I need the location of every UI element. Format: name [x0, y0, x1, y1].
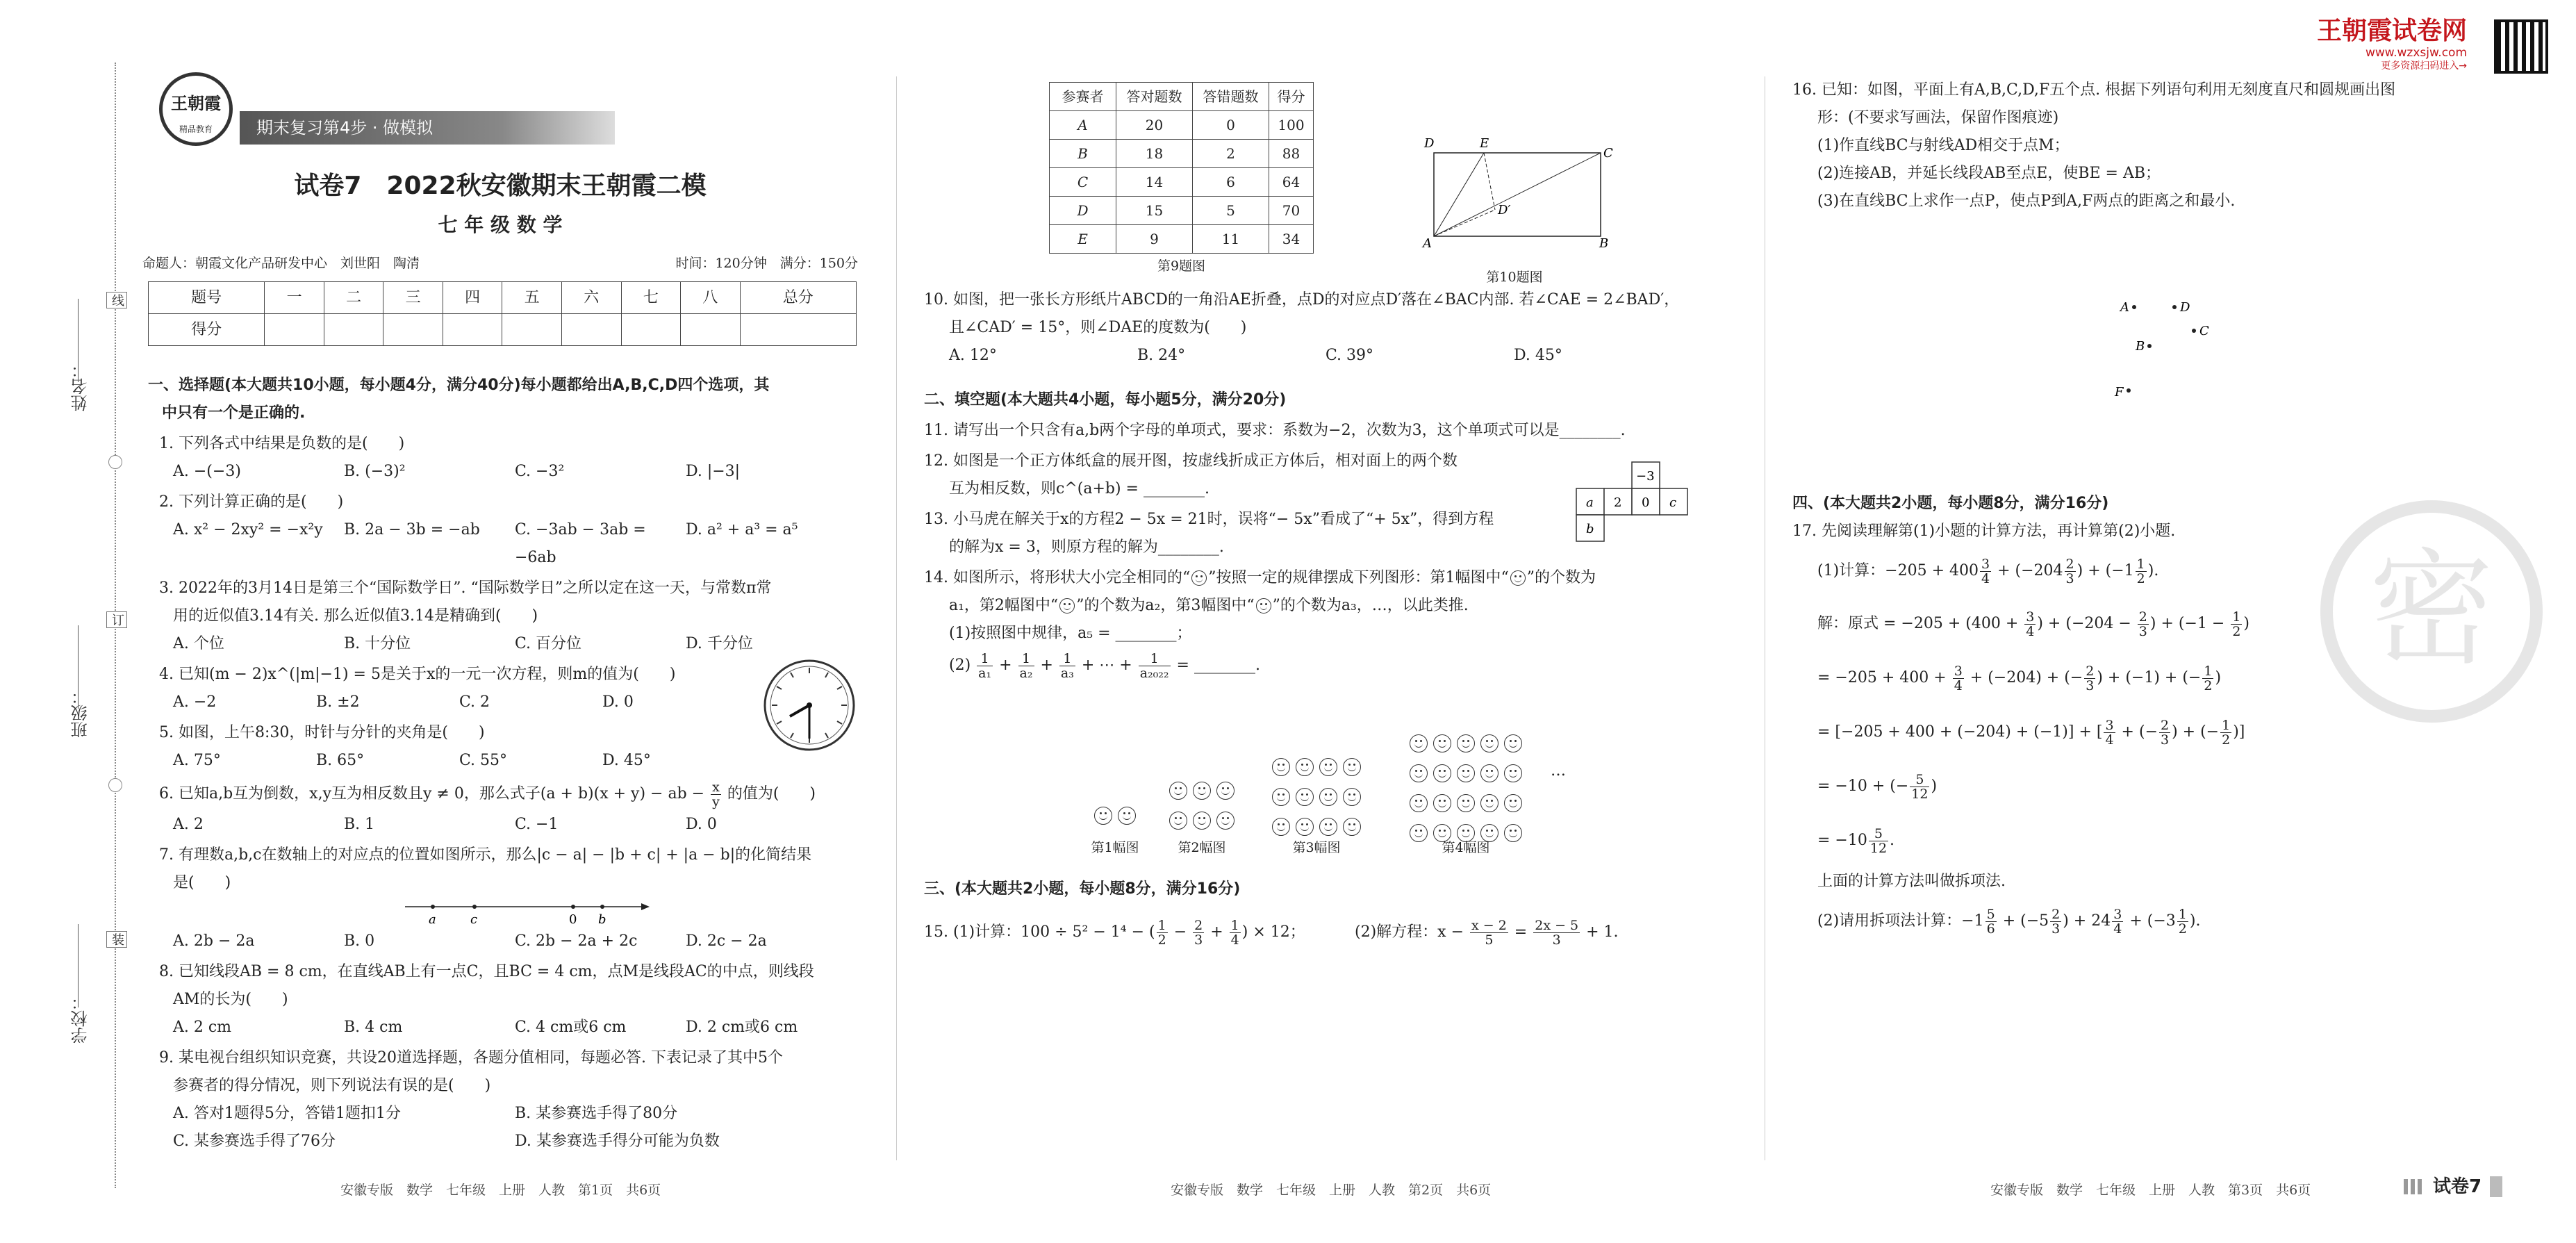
q14-part2: (2) $\frac{1}{\text{a₁}}$ + $\frac{1}{\text{a₂}}$ + $\frac{1}{\text{a₃}}$ + ⋯ + $\frac{1}{\text{a₂₀₂₂}}$ = ________. — [949, 650, 1260, 681]
fig10-label: E — [1480, 136, 1489, 151]
q7-options — [148, 928, 857, 955]
q9-options-row1 — [148, 1100, 857, 1128]
score-th: 三 — [383, 282, 443, 314]
seal-mark: 线 — [106, 292, 127, 308]
q3-stem-2: 用的近似值3.14有关. 那么近似值3.14是精确到( ) — [173, 607, 538, 625]
smiley-icon — [1457, 734, 1475, 752]
cube-cell: a — [1586, 495, 1594, 510]
option: D. a² + a³ = a⁵ — [686, 521, 798, 538]
footer-page-1: 安徽专版 数学 七年级 上册 人教 第1页 共6页 — [340, 1183, 661, 1198]
option: A. x² − 2xy² = −x²y — [173, 521, 323, 538]
sum-term: $\frac{1}{\text{a₁}}$ — [978, 650, 992, 681]
score-cell[interactable] — [561, 314, 621, 346]
option: A. 75° — [173, 752, 221, 769]
solution-line: = −10 + (− $\frac{5}{12}$ ) — [1817, 771, 1938, 802]
solution-line: = [−205 + 400 + (−204) + (−1)] + [ $\frac{3}{4}$ + (− $\frac{2}{3}$ ) + (− $\frac{1}{2}$ )] — [1817, 717, 2245, 748]
tag-bar — [2490, 1176, 2502, 1197]
score-table — [148, 281, 857, 346]
q9-stem: 9. 某电视台组织知识竞赛，共设20道选择题，各题分值相同，每题必答. 下表记录了其中5个 — [159, 1049, 783, 1067]
q9-stem-2: 参赛者的得分情况，则下列说法有误的是( ) — [173, 1077, 491, 1094]
sum-term: $\frac{1}{\text{a₂}}$ — [1019, 650, 1033, 681]
smiley-icon — [1504, 794, 1522, 812]
questions-1 — [148, 372, 857, 1155]
q15-part2: (2)解方程：x − $\frac{x - 2}{5}$ = $\frac{2x - 5}{3}$ + 1. — [1355, 917, 1619, 948]
contest-table — [1049, 82, 1314, 254]
contest-row — [1050, 197, 1314, 225]
section-1-title-2: 中只有一个是正确的. — [162, 404, 306, 422]
contest-th: 参赛者 — [1050, 83, 1116, 111]
question-15 — [924, 914, 1702, 950]
sum-term: $\frac{1}{\text{a₂₀₂₂}}$ — [1139, 650, 1169, 681]
section-4 — [1792, 490, 2529, 947]
q14-text: a₁，第2幅图中“ — [949, 597, 1059, 614]
question-10 — [924, 286, 1702, 370]
smiley-icon — [1094, 807, 1112, 825]
points-figure — [2112, 292, 2265, 410]
score-th: 二 — [324, 282, 383, 314]
point-label: A — [2120, 300, 2129, 315]
q9-options-row2 — [148, 1128, 857, 1155]
score-cell[interactable] — [502, 314, 562, 346]
fig10-label: D′ — [1498, 203, 1511, 217]
fig10-label: C — [1603, 146, 1613, 160]
contest-cell: 9 — [1116, 225, 1193, 254]
contest-cell: 11 — [1193, 225, 1269, 254]
option: B. 十分位 — [344, 635, 411, 652]
logo — [159, 72, 233, 146]
contest-cell: A — [1050, 111, 1116, 140]
option: B. 4 cm — [344, 1019, 403, 1036]
smiley-icon — [1480, 734, 1498, 752]
axis-label: 0 — [569, 912, 577, 927]
watermark-text: 密 — [2368, 537, 2494, 682]
option: D. 2c − 2a — [686, 932, 767, 950]
score-th: 七 — [621, 282, 681, 314]
smiley-icon — [1216, 812, 1235, 830]
seal-mark: 装 — [106, 931, 127, 948]
contest-cell: 64 — [1269, 168, 1314, 197]
score-table-row — [149, 314, 857, 346]
cube-net-figure — [1574, 461, 1699, 547]
fig10 — [1417, 132, 1612, 285]
question-2 — [148, 488, 857, 572]
fold-figure — [1417, 132, 1612, 257]
option: D. |−3| — [686, 463, 741, 480]
smiley-icon — [1296, 758, 1314, 776]
q1-options — [148, 458, 857, 486]
smiley-icon — [1319, 788, 1337, 806]
q2-options — [148, 516, 857, 572]
fig10-caption: 第10题图 — [1486, 270, 1543, 285]
number-line-figure — [148, 897, 857, 928]
page-3 — [1792, 0, 2563, 1243]
solution-line: = −10 $\frac{5}{12}$ . — [1817, 825, 1895, 856]
column-divider — [896, 76, 897, 1160]
cube-cell: c — [1669, 495, 1677, 510]
option: C. −3² — [515, 463, 565, 480]
q16-item: (1)作直线BC与射线AD相交于点M； — [1817, 137, 2070, 154]
smiley-icon — [1433, 734, 1451, 752]
score-cell[interactable] — [324, 314, 383, 346]
question-14 — [924, 564, 1702, 684]
option: B. 65° — [316, 752, 365, 769]
option: C. 39° — [1326, 347, 1374, 364]
q17-solution — [1792, 597, 2529, 868]
pattern-1 — [1084, 805, 1146, 837]
point-label: D — [2180, 300, 2190, 315]
question-3 — [148, 575, 857, 658]
option: A. 个位 — [173, 635, 224, 652]
section-2-title: 二、填空题(本大题共4小题，每小题5分，满分20分) — [924, 391, 1287, 409]
contest-cell: 2 — [1193, 140, 1269, 168]
q10-stem-2: 且∠CAD′ = 15°，则∠DAE的度数为( ) — [949, 319, 1247, 336]
smiley-icon — [1410, 734, 1428, 752]
option: A. 2 — [173, 816, 204, 833]
score-cell[interactable] — [265, 314, 324, 346]
smiley-icon — [1256, 598, 1271, 614]
option: B. 0 — [344, 932, 375, 950]
q14-line1 — [924, 564, 1702, 592]
option: B. 某参赛选手得了80分 — [515, 1105, 678, 1122]
brand-url: www.wzxsjw.com — [2365, 46, 2468, 60]
q14-part2-pre: (2) — [949, 657, 971, 674]
sum-term: $\frac{1}{\text{a₃}}$ — [1060, 650, 1074, 681]
sum-den: a₂ — [1019, 665, 1033, 681]
score-cell[interactable] — [681, 314, 741, 346]
question-8 — [148, 958, 857, 1042]
smiley-icon — [1343, 788, 1361, 806]
score-table-header — [149, 282, 857, 314]
score-row-label: 得分 — [149, 314, 265, 346]
contest-row — [1050, 111, 1314, 140]
pattern-caption: 第4幅图 — [1442, 840, 1490, 855]
contest-th: 答对题数 — [1116, 83, 1193, 111]
q17-part1: (1)计算：−205 + 400 $\frac{3}{4}$ + (−204 $\frac{2}{3}$ ) + (−1 $\frac{1}{2}$ ). — [1817, 556, 2159, 586]
q6-options — [148, 811, 857, 839]
smiley-icon — [1296, 788, 1314, 806]
score-cell[interactable] — [383, 314, 443, 346]
contest-cell: B — [1050, 140, 1116, 168]
smiley-icon — [1216, 782, 1235, 800]
score-cell[interactable] — [443, 314, 502, 346]
q4-stem: 4. 已知(m − 2)x^(|m|−1) = 5是关于x的一元一次方程，则m的值为( ) — [159, 666, 676, 683]
smiley-icon — [1193, 782, 1211, 800]
option: B. 24° — [1137, 347, 1186, 364]
sum-den: a₁ — [978, 665, 992, 681]
frac-num: x — [711, 780, 721, 795]
option: C. 55° — [459, 752, 508, 769]
q8-stem: 8. 已知线段AB = 8 cm，在直线AB上有一点C，且BC = 4 cm，点M是线段AC的中点，则线段 — [159, 963, 814, 980]
clock-figure — [761, 657, 858, 754]
q3-options — [148, 630, 857, 658]
contest-cell: D — [1050, 197, 1116, 225]
option: C. −3ab − 3ab = −6ab — [515, 521, 646, 566]
contest-th: 答错题数 — [1193, 83, 1269, 111]
q10-stem: 10. 如图，把一张长方形纸片ABCD的一角沿AE折叠，点D的对应点D′落在∠BAC内部. 若∠CAE = 2∠BAD′， — [924, 291, 1680, 308]
smiley-icon — [1272, 758, 1290, 776]
option: D. 千分位 — [686, 635, 753, 652]
exam-tag: 试卷7 — [2433, 1176, 2482, 1197]
smiley-icon — [1272, 788, 1290, 806]
solution-line: 解：原式 = −205 + (400 + $\frac{3}{4}$ ) + (−204 − $\frac{2}{3}$ ) + (−1 − $\frac{1}{2}$ ) — [1817, 609, 2250, 639]
section-4-title: 四、(本大题共2小题，每小题8分，满分16分) — [1792, 495, 2109, 512]
name-line — [78, 299, 79, 382]
option: C. 4 cm或6 cm — [515, 1019, 627, 1036]
option: A. 2b − 2a — [173, 932, 255, 950]
question-1 — [148, 430, 857, 486]
smiley-icon — [1191, 570, 1207, 586]
page-title: 试卷7 2022秋安徽期末王朝霞二模 — [294, 172, 707, 200]
q8-options — [148, 1014, 857, 1042]
option: C. 2b − 2a + 2c — [515, 932, 638, 950]
q6-stem-a: 6. 已知a,b互为倒数，x,y互为相反数且y ≠ 0，那么式子(a + b)(x + y) − ab − — [159, 785, 705, 802]
footer-page-3: 安徽专版 数学 七年级 上册 人教 第3页 共6页 — [1990, 1183, 2311, 1198]
contest-cell: 88 — [1269, 140, 1314, 168]
contest-table-header — [1050, 83, 1314, 111]
q14-part2-post: = ________. — [1176, 657, 1260, 674]
question-5 — [148, 719, 857, 775]
grid-icon — [2404, 1179, 2425, 1194]
authors: 命题人：朝霞文化产品研发中心 刘世阳 陶清 — [142, 256, 420, 271]
page-2 — [924, 0, 1702, 1243]
option: C. 某参赛选手得了76分 — [173, 1133, 336, 1150]
smiley-icon — [1504, 734, 1522, 752]
option: D. 某参赛选手得分可能为负数 — [515, 1133, 720, 1150]
q5-options — [148, 747, 745, 775]
pattern-2 — [1153, 780, 1250, 839]
smiley-icon — [1480, 764, 1498, 782]
contest-row — [1050, 225, 1314, 254]
q6-stem — [148, 777, 857, 811]
question-9 — [148, 1044, 857, 1155]
point-label: F — [2115, 385, 2124, 400]
frac-den: y — [712, 793, 720, 809]
author-line — [142, 253, 858, 274]
school-label: 学校： — [71, 994, 90, 1044]
class-label: 班级： — [71, 688, 90, 738]
q8-stem-2: AM的长为( ) — [173, 991, 288, 1008]
hole-icon — [108, 455, 122, 469]
option: D. 45° — [1514, 347, 1562, 364]
q16-item: (3)在直线BC上求作一点P，使点P到A,F两点的距离之和最小. — [1817, 192, 2236, 210]
q6-stem-b: 的值为( ) — [727, 785, 816, 802]
smiley-icon — [1457, 764, 1475, 782]
smiley-icon — [1504, 764, 1522, 782]
q16-stem: 16. 已知：如图，平面上有A,B,C,D,F五个点. 根据下列语句利用无刻度直尺和圆规画出图 — [1792, 81, 2396, 99]
sum-den: a₃ — [1060, 665, 1074, 681]
contest-cell: 14 — [1116, 168, 1193, 197]
contest-cell: 20 — [1116, 111, 1193, 140]
smiley-icon — [1433, 794, 1451, 812]
contest-row — [1050, 168, 1314, 197]
option: B. 1 — [344, 816, 375, 833]
brand-tagline: 更多资源扫码进入→ — [2381, 60, 2468, 72]
contest-cell: 34 — [1269, 225, 1314, 254]
cube-cell: 2 — [1614, 495, 1622, 510]
smiley-icon — [1410, 764, 1428, 782]
q3-stem: 3. 2022年的3月14日是第三个“国际数学日”. “国际数学日”之所以定在这一天，与常数π常 — [159, 579, 772, 597]
q14-line2 — [924, 592, 1702, 620]
smiley-icon — [1410, 794, 1428, 812]
smiley-pattern-figure — [1084, 730, 1653, 855]
pattern-ellipsis: … — [1551, 762, 1566, 780]
smiley-icon — [1457, 794, 1475, 812]
question-7 — [148, 841, 857, 955]
pattern-3 — [1257, 756, 1376, 846]
score-th: 题号 — [149, 282, 265, 314]
subject-title: 七 年 级 数 学 — [438, 213, 563, 236]
hole-icon — [108, 778, 122, 792]
class-line — [78, 625, 79, 709]
option: D. 0 — [602, 693, 634, 711]
option: B. 2a − 3b = −ab — [344, 521, 480, 538]
q14-text: ”的个数为 — [1526, 569, 1596, 586]
point-label: C — [2199, 324, 2209, 338]
cube-cell: b — [1586, 522, 1594, 536]
q7-stem-2: 是( ) — [173, 874, 231, 891]
q17-part2: (2)请用拆项法计算：−1 $\frac{5}{6}$ + (−5 $\frac{2}{3}$ ) + 24 $\frac{3}{4}$ + (−3 $\frac{1}{2}$ ). — [1817, 906, 2201, 937]
q14-text: ”按照一定的规律摆成下列图形：第1幅图中“ — [1208, 569, 1509, 586]
exam-time: 时间：120分钟 满分：150分 — [675, 256, 858, 271]
contest-cell: 15 — [1116, 197, 1193, 225]
score-th: 总分 — [740, 282, 856, 314]
smiley-icon — [1343, 758, 1361, 776]
table9-caption: 第9题图 — [1157, 258, 1206, 274]
score-th: 一 — [265, 282, 324, 314]
option: C. 2 — [459, 693, 490, 711]
smiley-icon — [1510, 570, 1526, 586]
contest-cell: 18 — [1116, 140, 1193, 168]
contest-cell: 100 — [1269, 111, 1314, 140]
smiley-icon — [1059, 598, 1075, 614]
score-th: 六 — [561, 282, 621, 314]
brand-name: 王朝霞试卷网 — [2317, 17, 2468, 45]
seal-mark: 订 — [106, 611, 127, 628]
page-1 — [142, 0, 858, 1243]
section-3 — [924, 875, 1702, 950]
score-cell[interactable] — [740, 314, 856, 346]
option: A. 答对1题得5分，答错1题扣1分 — [173, 1105, 401, 1122]
name-label: 姓名： — [71, 361, 90, 411]
q6-fraction — [711, 780, 721, 809]
table9-figure — [1049, 82, 1314, 279]
contest-row — [1050, 140, 1314, 168]
footer-page-2: 安徽专版 数学 七年级 上册 人教 第2页 共6页 — [1171, 1183, 1492, 1198]
q7-stem: 7. 有理数a,b,c在数轴上的对应点的位置如图所示，那么|c − a| − |b + c| + |a − b|的化简结果 — [159, 846, 812, 864]
score-th: 五 — [502, 282, 562, 314]
option: B. (−3)² — [344, 463, 406, 480]
solution-line: = −205 + 400 + $\frac{3}{4}$ + (−204) + (− $\frac{2}{3}$ ) + (−1) + (− $\frac{1}{2}$ ) — [1817, 663, 2222, 693]
cube-cell: −3 — [1636, 469, 1655, 484]
question-4 — [148, 661, 857, 716]
q14-part1: (1)按照图中规律，a₅ = ________； — [949, 625, 1192, 642]
contest-cell: 70 — [1269, 197, 1314, 225]
q14-text: ”的个数为a₃，…，以此类推. — [1272, 597, 1469, 614]
smiley-icon — [1169, 782, 1187, 800]
school-line — [78, 924, 79, 1007]
contest-cell: C — [1050, 168, 1116, 197]
q13-stem-2: 的解为x = 3，则原方程的解为________. — [949, 538, 1224, 556]
option: A. 2 cm — [173, 1019, 232, 1036]
pattern-caption: 第1幅图 — [1091, 840, 1139, 855]
smiley-icon — [1193, 812, 1211, 830]
option: A. −(−3) — [173, 463, 241, 480]
sum-den: a₂₀₂₂ — [1139, 665, 1169, 681]
point-label: B — [2136, 339, 2145, 354]
step-banner-text: 期末复习第4步 · 做模拟 — [256, 118, 434, 138]
contest-cell: E — [1050, 225, 1116, 254]
smiley-icon — [1169, 812, 1187, 830]
cube-cell: 0 — [1642, 495, 1650, 510]
option: B. ±2 — [316, 693, 360, 711]
fig10-label: B — [1599, 236, 1609, 251]
q14-text: 14. 如图所示，将形状大小完全相同的“ — [924, 569, 1191, 586]
fig10-label: A — [1423, 236, 1432, 251]
pattern-caption: 第2幅图 — [1178, 840, 1226, 855]
q12-stem: 12. 如图是一个正方体纸盒的展开图，按虚线折成正方体后，相对面上的两个数 — [924, 452, 1458, 470]
question-16 — [1792, 76, 2487, 215]
option: C. 百分位 — [515, 635, 582, 652]
question-6 — [148, 777, 857, 839]
contest-cell: 6 — [1193, 168, 1269, 197]
logo-text: 王朝霞 — [171, 93, 221, 113]
smiley-icon — [1433, 764, 1451, 782]
q12-stem-2: 互为相反数，则c^(a+b) = ________. — [949, 480, 1209, 497]
step-banner — [240, 111, 615, 145]
q1-stem: 1. 下列各式中结果是负数的是( ) — [159, 435, 405, 452]
smiley-icon — [1319, 758, 1337, 776]
score-cell[interactable] — [621, 314, 681, 346]
fig10-label: D — [1424, 136, 1435, 151]
contest-cell: 5 — [1193, 197, 1269, 225]
q2-stem: 2. 下列计算正确的是( ) — [159, 493, 344, 511]
option: D. 45° — [602, 752, 651, 769]
q4-options — [148, 689, 745, 716]
q17-stem: 17. 先阅读理解第(1)小题的计算方法，再计算第(2)小题. — [1792, 522, 2176, 540]
contest-cell: 0 — [1193, 111, 1269, 140]
smiley-icon — [1118, 807, 1136, 825]
section-3-title: 三、(本大题共2小题，每小题8分，满分16分) — [924, 880, 1241, 898]
pattern-caption: 第3幅图 — [1292, 840, 1341, 855]
q10-options — [924, 342, 1702, 370]
option: C. −1 — [515, 816, 559, 833]
axis-label: b — [598, 912, 606, 927]
footer-tag — [2404, 1173, 2502, 1201]
section-1-title: 一、选择题(本大题共10小题，每小题4分，满分40分)每小题都给出A,B,C,D四个选项，其 — [148, 377, 770, 394]
q13-stem: 13. 小马虎在解关于x的方程2 − 5x = 21时，误将“− 5x”看成了“+ 5x”，得到方程 — [924, 511, 1494, 528]
contest-th: 得分 — [1269, 83, 1314, 111]
logo-sub: 精品教育 — [179, 124, 213, 134]
q17-note: 上面的计算方法叫做拆项法. — [1817, 873, 2006, 890]
smiley-icon — [1480, 794, 1498, 812]
axis-label: a — [429, 912, 436, 927]
q14-text: ”的个数为a₂，第3幅图中“ — [1076, 597, 1255, 614]
option: A. −2 — [173, 693, 217, 711]
question-11: 11. 请写出一个只含有a,b两个字母的单项式，要求：系数为−2，次数为3，这个单项式可以是________. — [924, 422, 1626, 439]
q15-part1: 15. (1)计算：100 ÷ 5² − 1⁴ − ( $\frac{1}{2}$ − $\frac{2}{3}$ + $\frac{1}{4}$ ) × 12； — [924, 917, 1305, 948]
option: D. 0 — [686, 816, 717, 833]
option: D. 2 cm或6 cm — [686, 1019, 798, 1036]
axis-label: c — [470, 912, 478, 927]
option: A. 12° — [949, 347, 997, 364]
q5-stem: 5. 如图，上午8:30，时针与分针的夹角是( ) — [159, 724, 485, 741]
score-th: 四 — [443, 282, 502, 314]
q16-stem-2: 形：(不要求写画法，保留作图痕迹) — [1817, 109, 2059, 126]
score-th: 八 — [681, 282, 741, 314]
q16-item: (2)连接AB，并延长线段AB至点E，使BE = AB； — [1817, 165, 2161, 182]
